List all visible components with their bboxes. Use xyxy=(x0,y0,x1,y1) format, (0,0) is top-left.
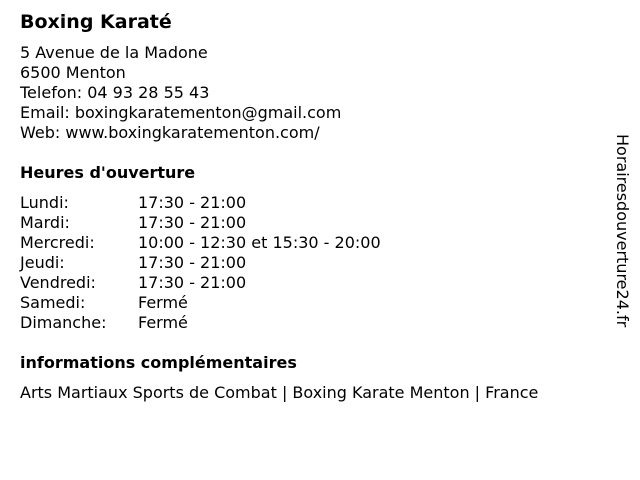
hours-row-sunday xyxy=(20,313,610,333)
hours-row-saturday xyxy=(20,293,610,313)
address-block xyxy=(20,43,610,143)
hours-table xyxy=(20,193,610,333)
email-line: Email: boxingkaratementon@gmail.com xyxy=(20,103,342,122)
phone-line: Telefon: 04 93 28 55 43 xyxy=(20,83,210,102)
address-city: 6500 Menton xyxy=(20,63,126,82)
info-heading: informations complémentaires xyxy=(20,353,297,372)
web-line: Web: www.boxingkaratementon.com/ xyxy=(20,123,320,142)
hours-row-friday xyxy=(20,273,610,293)
hours-day: Lundi: xyxy=(20,193,69,212)
hours-row-tuesday xyxy=(20,213,610,233)
hours-time: Fermé xyxy=(138,293,188,312)
address-street: 5 Avenue de la Madone xyxy=(20,43,208,62)
hours-day: Vendredi: xyxy=(20,273,96,292)
business-card xyxy=(20,10,610,403)
site-watermark: Horairesdouverture24.fr xyxy=(613,134,632,328)
hours-time: 17:30 - 21:00 xyxy=(138,193,247,212)
hours-day: Mardi: xyxy=(20,213,70,232)
hours-time: 17:30 - 21:00 xyxy=(138,213,247,232)
hours-time: Fermé xyxy=(138,313,188,332)
hours-row-monday xyxy=(20,193,610,213)
hours-day: Jeudi: xyxy=(20,253,65,272)
business-name: Boxing Karaté xyxy=(20,11,172,33)
hours-time: 10:00 - 12:30 et 15:30 - 20:00 xyxy=(138,233,381,252)
info-text: Arts Martiaux Sports de Combat | Boxing Karate Menton | France xyxy=(20,383,539,402)
hours-day: Mercredi: xyxy=(20,233,95,252)
hours-time: 17:30 - 21:00 xyxy=(138,273,247,292)
hours-day: Dimanche: xyxy=(20,313,107,332)
hours-heading: Heures d'ouverture xyxy=(20,163,196,182)
hours-day: Samedi: xyxy=(20,293,86,312)
hours-row-wednesday xyxy=(20,233,610,253)
hours-row-thursday xyxy=(20,253,610,273)
hours-time: 17:30 - 21:00 xyxy=(138,253,247,272)
